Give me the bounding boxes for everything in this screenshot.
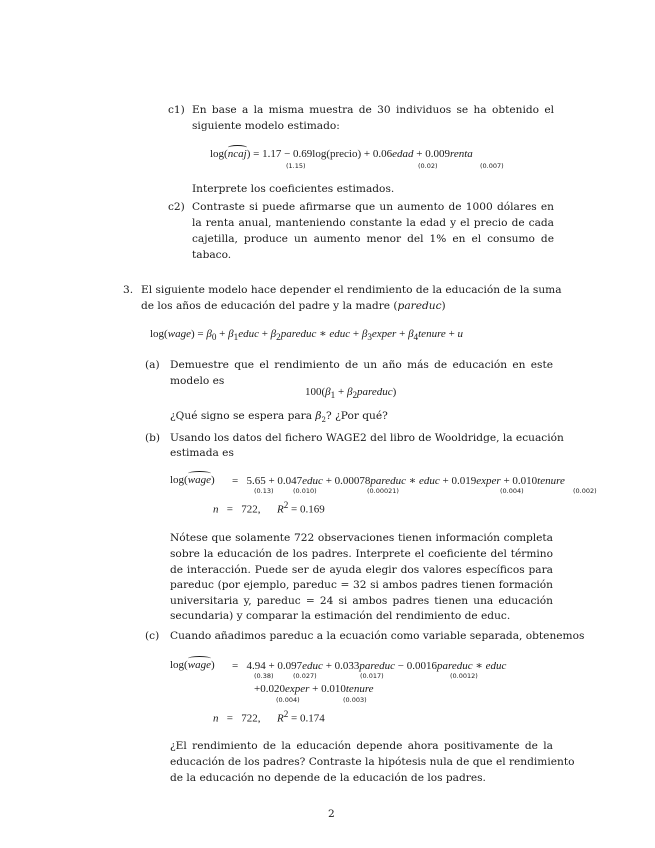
c-line-1: Cuando añadimos pareduc a la ecuación como variable separada, obtenemos [170, 630, 585, 642]
b-se-5: (0.002) [573, 487, 597, 495]
c-equation-line-3: n = 722, $R^2 = 0.174$ [213, 709, 325, 725]
c1-se-3: (0.007) [480, 162, 504, 170]
page-number: 2 [328, 808, 335, 820]
b-para-5: universitaria y, pareduc = 24 si ambos padres tienen una educación [170, 595, 553, 607]
b-se-2: (0.010) [293, 487, 317, 495]
b-se-1: (0.13) [254, 487, 274, 495]
b-se-4: (0.004) [500, 487, 524, 495]
c-equation-lhs: log(wage) [170, 659, 215, 671]
c-para-2: educación de los padres? Contraste la hipótesis nula de que el rendimiento [170, 756, 575, 768]
c-se-1: (0.38) [254, 672, 274, 680]
c-para-3: de la educación no depende de la educación de los padres. [170, 772, 486, 784]
a-line-1: Demuestre que el rendimiento de un año más de educación en este [170, 359, 553, 371]
c-se-2: (0.027) [293, 672, 317, 680]
item-label-a: (a) [145, 359, 160, 371]
question-number-3: 3. [123, 284, 134, 296]
a-formula: $100(\beta_1$ + $\beta_2pareduc$) [305, 386, 397, 401]
b-para-4: pareduc (por ejemplo, pareduc = 32 si ambos padres tienen formación [170, 579, 553, 591]
c1-line-1: En base a la misma muestra de 30 individuos se ha obtenido el [192, 104, 554, 116]
c2-line-3: cajetilla, produce un aumento menor del 1% en el consumo de [192, 233, 554, 245]
c1-instruction: Interprete los coeficientes estimados. [192, 183, 395, 195]
item-label-c1: c1) [168, 104, 185, 116]
q3-model-equation: log(wage) = $\beta_0$ + $\beta_1educ$ + $\beta_2pareduc$ ∗ educ + $\beta_3exper$ + $\beta_4tenure + u$ [150, 328, 464, 343]
b-equation-line-1: log(wage) [170, 474, 215, 486]
c2-line-4: tabaco. [192, 249, 232, 261]
item-label-b: (b) [145, 432, 161, 444]
c1-se-1: (1.15) [286, 162, 306, 170]
c2-line-1: Contraste si puede afirmarse que un aumento de 1000 dólares en [192, 201, 554, 213]
c-se-3: (0.017) [360, 672, 384, 680]
q3-line-1: El siguiente modelo hace depender el rendimiento de la educación de la suma [141, 284, 562, 296]
c-equation-rhs-1: = 4.94 + 0.097educ + 0.033pareduc − 0.0016pareduc ∗ educ [232, 660, 507, 672]
b-line-2: estimada es [170, 447, 234, 459]
c-se-5: (0.004) [276, 696, 300, 704]
a-question: ¿Qué signo se espera para $\beta_2$? ¿Por qué? [170, 410, 388, 425]
c1-eq-lhs-var: ncaj [227, 148, 247, 160]
a-line-2: modelo es [170, 375, 225, 387]
item-label-c: (c) [145, 630, 160, 642]
c2-line-2: la renta anual, manteniendo constante la edad y el precio de cada [192, 217, 554, 229]
b-equation-rhs: = 5.65 + 0.047educ + 0.00078pareduc ∗ educ + 0.019exper + 0.010tenure [232, 475, 565, 487]
b-para-6: secundaria) y comparar la estimación del rendimiento de educ. [170, 610, 511, 622]
c-se-6: (0.003) [343, 696, 367, 704]
b-para-1: Nótese que solamente 722 observaciones tienen información completa [170, 532, 553, 544]
c1-equation: log(ncaj) = 1.17 − 0.69log(precio) + 0.06edad + 0.009renta [210, 148, 473, 160]
c1-line-2: siguiente modelo estimado: [192, 120, 340, 132]
c-para-1: ¿El rendimiento de la educación depende ahora positivamente de la [170, 740, 553, 752]
b-line-1: Usando los datos del fichero WAGE2 del libro de Wooldridge, la ecuación [170, 432, 564, 444]
b-se-3: (0.00021) [367, 487, 399, 495]
b-equation-line-2: n = 722, $R^2 = 0.169$ [213, 500, 325, 516]
c1-se-2: (0.02) [418, 162, 438, 170]
q3-line-2: de los años de educación del padre y la madre (pareduc) [141, 300, 446, 312]
b-para-2: sobre la educación de los padres. Interprete el coeficiente del término [170, 548, 553, 560]
item-label-c2: c2) [168, 201, 185, 213]
c-equation-rhs-2: +0.020exper + 0.010tenure [254, 683, 374, 695]
b-para-3: de interacción. Puede ser de ayuda elegir dos valores específicos para [170, 564, 553, 576]
c-se-4: (0.0012) [450, 672, 478, 680]
